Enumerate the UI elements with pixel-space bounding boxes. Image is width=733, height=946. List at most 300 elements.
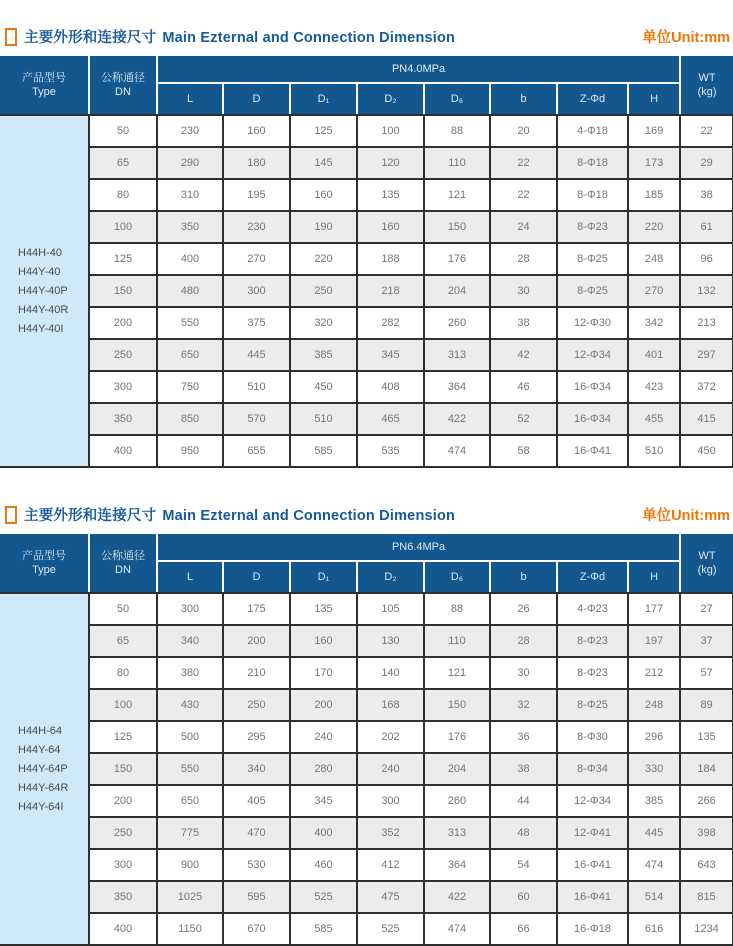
table-row: [0, 339, 733, 371]
data-cell: 313: [424, 817, 490, 849]
data-cell: 270: [223, 243, 290, 275]
data-cell: 775: [157, 817, 223, 849]
dimension-section-pn64: [0, 504, 733, 946]
data-cell: 22: [490, 179, 557, 211]
data-cell: 132: [680, 275, 733, 307]
data-cell: 8-Φ34: [557, 753, 628, 785]
data-cell: 110: [424, 625, 490, 657]
data-cell: 176: [424, 243, 490, 275]
data-cell: 401: [628, 339, 680, 371]
data-cell: 16-Φ41: [557, 849, 628, 881]
data-cell: 250: [290, 275, 357, 307]
data-cell: 550: [157, 307, 223, 339]
data-cell: 89: [680, 689, 733, 721]
data-cell: 240: [357, 753, 424, 785]
data-cell: 398: [680, 817, 733, 849]
data-cell: 100: [89, 689, 157, 721]
data-cell: 30: [490, 657, 557, 689]
data-cell: 340: [223, 753, 290, 785]
data-cell: 445: [223, 339, 290, 371]
unit-label: 单位Unit:mm: [642, 30, 730, 46]
data-cell: 450: [680, 435, 733, 467]
product-models-cell: [0, 115, 89, 467]
data-cell: 500: [157, 721, 223, 753]
table-row: [0, 307, 733, 339]
data-cell: 26: [490, 593, 557, 625]
data-cell: 65: [89, 147, 157, 179]
data-cell: 218: [357, 275, 424, 307]
data-cell: 815: [680, 881, 733, 913]
data-cell: 530: [223, 849, 290, 881]
table-row: [0, 179, 733, 211]
col-header-Z-phi-d: Z-Φd: [557, 561, 628, 593]
data-cell: 430: [157, 689, 223, 721]
data-cell: 313: [424, 339, 490, 371]
table-body: [0, 115, 733, 467]
data-cell: 385: [290, 339, 357, 371]
data-cell: 57: [680, 657, 733, 689]
data-cell: 350: [157, 211, 223, 243]
data-cell: 350: [89, 881, 157, 913]
data-cell: 525: [357, 913, 424, 945]
pressure-class-header: PN4.0MPa: [157, 56, 680, 83]
data-cell: 120: [357, 147, 424, 179]
data-cell: 38: [490, 307, 557, 339]
header-line-wt: WT: [698, 72, 716, 84]
table-row: [0, 625, 733, 657]
table-row: [0, 371, 733, 403]
data-cell: 185: [628, 179, 680, 211]
data-cell: 340: [157, 625, 223, 657]
col-header-L: L: [157, 561, 223, 593]
data-cell: 48: [490, 817, 557, 849]
data-cell: 8-Φ18: [557, 147, 628, 179]
data-cell: 295: [223, 721, 290, 753]
data-cell: 200: [89, 785, 157, 817]
data-cell: 46: [490, 371, 557, 403]
model-label: H44Y-64: [18, 743, 61, 756]
data-cell: 364: [424, 371, 490, 403]
model-label: H44Y-40R: [18, 303, 69, 316]
data-cell: 110: [424, 147, 490, 179]
data-cell: 61: [680, 211, 733, 243]
table-row: [0, 721, 733, 753]
data-cell: 260: [424, 785, 490, 817]
data-cell: 135: [290, 593, 357, 625]
data-cell: 900: [157, 849, 223, 881]
unit-label: 单位Unit:mm: [642, 508, 730, 524]
table-row: [0, 243, 733, 275]
data-cell: 176: [424, 721, 490, 753]
header-line-kg: (kg): [697, 564, 717, 576]
data-cell: 190: [290, 211, 357, 243]
col-header-H: H: [628, 83, 680, 115]
model-label: H44Y-64P: [18, 762, 68, 775]
data-cell: 52: [490, 403, 557, 435]
model-label: H44H-64: [18, 724, 63, 737]
data-cell: 535: [357, 435, 424, 467]
table-row: [0, 115, 733, 147]
data-cell: 525: [290, 881, 357, 913]
data-cell: 423: [628, 371, 680, 403]
data-cell: 30: [490, 275, 557, 307]
data-cell: 135: [357, 179, 424, 211]
data-cell: 296: [628, 721, 680, 753]
data-cell: 135: [680, 721, 733, 753]
data-cell: 170: [290, 657, 357, 689]
table-row: [0, 403, 733, 435]
data-cell: 585: [290, 913, 357, 945]
table-row: [0, 593, 733, 625]
data-cell: 8-Φ23: [557, 211, 628, 243]
data-cell: 400: [89, 435, 157, 467]
section-title-text: [24, 26, 455, 47]
table-row: [0, 211, 733, 243]
table-row: [0, 817, 733, 849]
data-cell: 4-Φ18: [557, 115, 628, 147]
data-cell: 300: [357, 785, 424, 817]
data-cell: 28: [490, 243, 557, 275]
data-cell: 28: [490, 625, 557, 657]
data-cell: 385: [628, 785, 680, 817]
orange-square-bullet-icon: [5, 28, 17, 46]
wt-column-header: [680, 534, 733, 593]
col-header-Z-phi-d: Z-Φd: [557, 83, 628, 115]
data-cell: 595: [223, 881, 290, 913]
data-cell: 37: [680, 625, 733, 657]
data-cell: 445: [628, 817, 680, 849]
data-cell: 643: [680, 849, 733, 881]
data-cell: 150: [89, 753, 157, 785]
data-cell: 213: [680, 307, 733, 339]
data-cell: 200: [89, 307, 157, 339]
data-cell: 350: [89, 403, 157, 435]
col-header-L: L: [157, 83, 223, 115]
header-line-en: Type: [32, 564, 56, 576]
data-cell: 27: [680, 593, 733, 625]
data-cell: 175: [223, 593, 290, 625]
header-line-en: DN: [115, 86, 131, 98]
data-cell: 408: [357, 371, 424, 403]
data-cell: 121: [424, 657, 490, 689]
data-cell: 204: [424, 753, 490, 785]
col-header-H: H: [628, 561, 680, 593]
data-cell: 50: [89, 593, 157, 625]
data-cell: 125: [290, 115, 357, 147]
table-row: [0, 657, 733, 689]
table-row: [0, 753, 733, 785]
data-cell: 140: [357, 657, 424, 689]
data-cell: 455: [628, 403, 680, 435]
dimension-section-pn40: [0, 26, 733, 468]
data-cell: 850: [157, 403, 223, 435]
data-cell: 105: [357, 593, 424, 625]
data-cell: 168: [357, 689, 424, 721]
data-cell: 450: [290, 371, 357, 403]
dn-column-header: [89, 56, 157, 115]
data-cell: 20: [490, 115, 557, 147]
table-row: [0, 881, 733, 913]
section-title-row: [0, 504, 733, 525]
data-cell: 230: [223, 211, 290, 243]
data-cell: 400: [290, 817, 357, 849]
data-cell: 475: [357, 881, 424, 913]
data-cell: 42: [490, 339, 557, 371]
section-title: [5, 504, 455, 525]
col-header-D1: D₁: [290, 83, 357, 115]
model-label: H44Y-40: [18, 265, 61, 278]
data-cell: 422: [424, 403, 490, 435]
data-cell: 400: [89, 913, 157, 945]
data-cell: 422: [424, 881, 490, 913]
data-cell: 220: [290, 243, 357, 275]
data-cell: 54: [490, 849, 557, 881]
data-cell: 160: [357, 211, 424, 243]
data-cell: 470: [223, 817, 290, 849]
dimension-table-pn40: [0, 56, 733, 468]
wt-column-header: [680, 56, 733, 115]
data-cell: 212: [628, 657, 680, 689]
data-cell: 29: [680, 147, 733, 179]
data-cell: 297: [680, 339, 733, 371]
data-cell: 173: [628, 147, 680, 179]
data-cell: 412: [357, 849, 424, 881]
data-cell: 197: [628, 625, 680, 657]
data-cell: 184: [680, 753, 733, 785]
data-cell: 130: [357, 625, 424, 657]
section-title-row: [0, 26, 733, 47]
data-cell: 650: [157, 785, 223, 817]
table-body: [0, 593, 733, 945]
data-cell: 22: [490, 147, 557, 179]
data-cell: 220: [628, 211, 680, 243]
table-row: [0, 435, 733, 467]
data-cell: 16-Φ18: [557, 913, 628, 945]
data-cell: 290: [157, 147, 223, 179]
data-cell: 465: [357, 403, 424, 435]
data-cell: 177: [628, 593, 680, 625]
data-cell: 36: [490, 721, 557, 753]
type-column-header: [0, 534, 89, 593]
dn-column-header: [89, 534, 157, 593]
data-cell: 250: [89, 817, 157, 849]
data-cell: 96: [680, 243, 733, 275]
data-cell: 8-Φ18: [557, 179, 628, 211]
data-cell: 8-Φ25: [557, 689, 628, 721]
data-cell: 1150: [157, 913, 223, 945]
data-cell: 300: [89, 849, 157, 881]
header-line-zh: 产品型号: [22, 550, 66, 562]
col-header-D1: D₁: [290, 561, 357, 593]
data-cell: 670: [223, 913, 290, 945]
data-cell: 510: [290, 403, 357, 435]
data-cell: 345: [290, 785, 357, 817]
data-cell: 510: [628, 435, 680, 467]
data-cell: 230: [157, 115, 223, 147]
data-cell: 405: [223, 785, 290, 817]
data-cell: 750: [157, 371, 223, 403]
data-cell: 950: [157, 435, 223, 467]
data-cell: 22: [680, 115, 733, 147]
data-cell: 12-Φ34: [557, 785, 628, 817]
col-header-b: b: [490, 83, 557, 115]
table-row: [0, 147, 733, 179]
data-cell: 585: [290, 435, 357, 467]
data-cell: 480: [157, 275, 223, 307]
data-cell: 80: [89, 179, 157, 211]
data-cell: 1234: [680, 913, 733, 945]
data-cell: 510: [223, 371, 290, 403]
data-cell: 88: [424, 115, 490, 147]
header-line-zh: 产品型号: [22, 72, 66, 84]
data-cell: 550: [157, 753, 223, 785]
product-models-cell: [0, 593, 89, 945]
data-cell: 8-Φ25: [557, 275, 628, 307]
data-cell: 280: [290, 753, 357, 785]
pressure-class-header: PN6.4MPa: [157, 534, 680, 561]
section-title: [5, 26, 455, 47]
section-title-zh: 主要外形和连接尺寸: [24, 30, 157, 46]
data-cell: 200: [223, 625, 290, 657]
data-cell: 250: [89, 339, 157, 371]
data-cell: 121: [424, 179, 490, 211]
data-cell: 248: [628, 689, 680, 721]
data-cell: 180: [223, 147, 290, 179]
data-cell: 400: [157, 243, 223, 275]
data-cell: 364: [424, 849, 490, 881]
data-cell: 210: [223, 657, 290, 689]
data-cell: 100: [357, 115, 424, 147]
col-header-D: D: [223, 561, 290, 593]
data-cell: 188: [357, 243, 424, 275]
data-cell: 12-Φ34: [557, 339, 628, 371]
section-title-en: Main Ezternal and Connection Dimension: [162, 508, 456, 524]
data-cell: 266: [680, 785, 733, 817]
data-cell: 342: [628, 307, 680, 339]
data-cell: 8-Φ25: [557, 243, 628, 275]
data-cell: 415: [680, 403, 733, 435]
data-cell: 570: [223, 403, 290, 435]
data-cell: 16-Φ34: [557, 403, 628, 435]
data-cell: 240: [290, 721, 357, 753]
data-cell: 4-Φ23: [557, 593, 628, 625]
header-line-zh: 公称通径: [101, 550, 145, 562]
header-line-en: Type: [32, 86, 56, 98]
data-cell: 145: [290, 147, 357, 179]
table-row: [0, 849, 733, 881]
data-cell: 380: [157, 657, 223, 689]
col-header-D6: D₆: [424, 83, 490, 115]
table-row: [0, 785, 733, 817]
data-cell: 65: [89, 625, 157, 657]
data-cell: 38: [680, 179, 733, 211]
data-cell: 300: [157, 593, 223, 625]
table-row: [0, 913, 733, 945]
data-cell: 352: [357, 817, 424, 849]
header-line-en: DN: [115, 564, 131, 576]
data-cell: 474: [424, 913, 490, 945]
col-header-D2: D₂: [357, 561, 424, 593]
data-cell: 650: [157, 339, 223, 371]
data-cell: 375: [223, 307, 290, 339]
data-cell: 125: [89, 243, 157, 275]
data-cell: 125: [89, 721, 157, 753]
data-cell: 1025: [157, 881, 223, 913]
data-cell: 160: [223, 115, 290, 147]
data-cell: 200: [290, 689, 357, 721]
data-cell: 474: [424, 435, 490, 467]
col-header-b: b: [490, 561, 557, 593]
data-cell: 282: [357, 307, 424, 339]
data-cell: 345: [357, 339, 424, 371]
data-cell: 474: [628, 849, 680, 881]
data-cell: 8-Φ23: [557, 657, 628, 689]
table-row: [0, 689, 733, 721]
data-cell: 169: [628, 115, 680, 147]
data-cell: 460: [290, 849, 357, 881]
section-title-en: Main Ezternal and Connection Dimension: [162, 30, 456, 46]
data-cell: 80: [89, 657, 157, 689]
data-cell: 88: [424, 593, 490, 625]
data-cell: 150: [424, 689, 490, 721]
data-cell: 160: [290, 179, 357, 211]
data-cell: 202: [357, 721, 424, 753]
data-cell: 655: [223, 435, 290, 467]
data-cell: 32: [490, 689, 557, 721]
data-cell: 300: [89, 371, 157, 403]
data-cell: 100: [89, 211, 157, 243]
data-cell: 12-Φ30: [557, 307, 628, 339]
data-cell: 44: [490, 785, 557, 817]
data-cell: 8-Φ23: [557, 625, 628, 657]
table-row: [0, 275, 733, 307]
data-cell: 195: [223, 179, 290, 211]
data-cell: 248: [628, 243, 680, 275]
data-cell: 330: [628, 753, 680, 785]
data-cell: 310: [157, 179, 223, 211]
type-column-header: [0, 56, 89, 115]
data-cell: 616: [628, 913, 680, 945]
data-cell: 24: [490, 211, 557, 243]
dimension-table-pn64: [0, 534, 733, 946]
data-cell: 150: [424, 211, 490, 243]
data-cell: 150: [89, 275, 157, 307]
data-cell: 372: [680, 371, 733, 403]
model-label: H44H-40: [18, 246, 63, 259]
data-cell: 514: [628, 881, 680, 913]
data-cell: 204: [424, 275, 490, 307]
section-title-zh: 主要外形和连接尺寸: [24, 508, 157, 524]
data-cell: 12-Φ41: [557, 817, 628, 849]
data-cell: 320: [290, 307, 357, 339]
header-line-zh: 公称通径: [101, 72, 145, 84]
data-cell: 58: [490, 435, 557, 467]
data-cell: 160: [290, 625, 357, 657]
data-cell: 8-Φ30: [557, 721, 628, 753]
header-line-wt: WT: [698, 550, 716, 562]
data-cell: 300: [223, 275, 290, 307]
data-cell: 60: [490, 881, 557, 913]
model-label: H44Y-40I: [18, 322, 64, 335]
data-cell: 66: [490, 913, 557, 945]
model-label: H44Y-40P: [18, 284, 68, 297]
col-header-D2: D₂: [357, 83, 424, 115]
data-cell: 270: [628, 275, 680, 307]
model-label: H44Y-64I: [18, 800, 64, 813]
col-header-D: D: [223, 83, 290, 115]
col-header-D6: D₆: [424, 561, 490, 593]
data-cell: 260: [424, 307, 490, 339]
